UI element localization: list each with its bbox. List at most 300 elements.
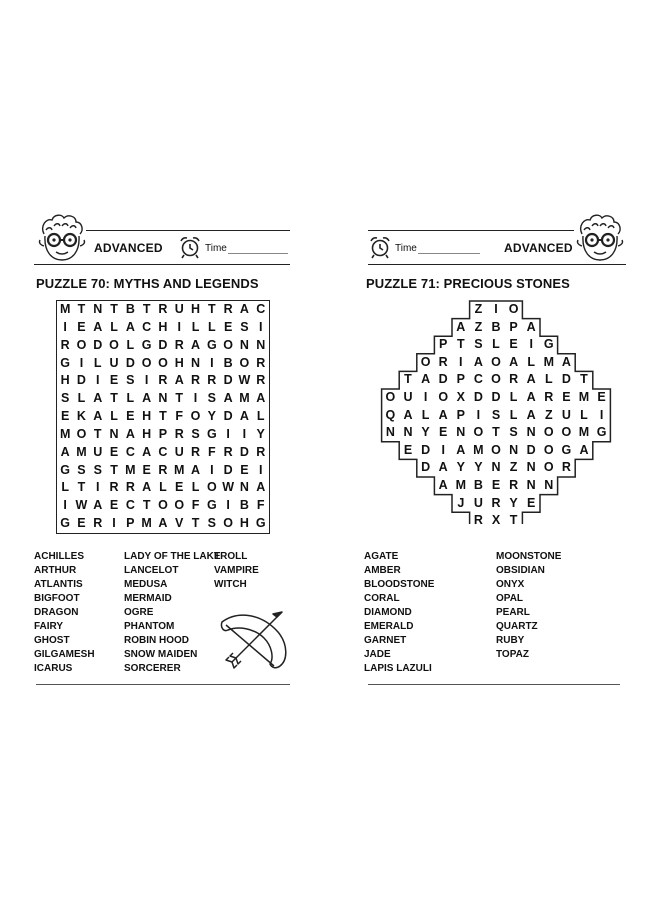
grid-letter[interactable]: N [93, 302, 103, 316]
grid-letter[interactable]: T [93, 426, 102, 441]
grid-letter[interactable]: T [492, 425, 500, 440]
grid-letter[interactable]: R [473, 513, 483, 528]
grid-letter[interactable]: A [438, 407, 448, 422]
grid-letter[interactable]: I [210, 355, 214, 370]
grid-letter[interactable]: B [473, 478, 483, 492]
grid-letter[interactable]: I [79, 355, 84, 370]
grid-letter[interactable]: L [256, 409, 265, 424]
grid-letter[interactable]: I [226, 498, 230, 513]
grid-letter[interactable]: T [142, 302, 151, 316]
grid-letter[interactable]: M [239, 391, 250, 406]
grid-letter[interactable]: S [207, 516, 216, 531]
grid-letter[interactable]: A [438, 460, 448, 475]
grid-letter[interactable]: U [93, 444, 103, 459]
grid-letter[interactable]: D [125, 355, 135, 370]
grid-letter[interactable]: E [527, 495, 536, 510]
grid-letter[interactable]: S [207, 391, 216, 406]
grid-letter[interactable]: O [438, 390, 449, 404]
grid-letter[interactable]: R [158, 302, 168, 316]
grid-letter[interactable]: A [526, 407, 536, 422]
grid-letter[interactable]: D [491, 390, 501, 404]
grid-letter[interactable]: O [543, 442, 554, 457]
grid-letter[interactable]: T [110, 302, 118, 316]
grid-letter[interactable]: B [239, 498, 249, 513]
word-list-column-3 [214, 550, 259, 592]
grid-letter[interactable]: I [258, 462, 263, 477]
grid-letter[interactable]: E [491, 478, 501, 492]
grid-letter[interactable]: R [256, 373, 266, 388]
grid-letter[interactable]: L [544, 372, 553, 387]
grid-letter[interactable]: D [561, 372, 571, 387]
grid-letter[interactable]: A [191, 462, 201, 477]
grid-letter[interactable]: T [142, 498, 151, 513]
grid-letter[interactable]: O [543, 460, 554, 475]
grid-letter[interactable]: T [404, 372, 412, 387]
footer-rule [36, 684, 290, 685]
grid-letter[interactable]: M [141, 516, 152, 531]
grid-letter[interactable]: U [561, 407, 571, 422]
grid-letter[interactable]: R [223, 302, 233, 316]
grid-letter[interactable]: S [240, 319, 249, 334]
grid-letter[interactable]: N [544, 478, 554, 492]
grid-letter[interactable]: W [238, 373, 251, 388]
grid-letter[interactable]: A [509, 354, 519, 369]
grid-letter[interactable]: A [438, 478, 448, 492]
grid-letter[interactable]: I [144, 373, 149, 388]
grid-letter[interactable]: C [125, 444, 135, 459]
grid-letter[interactable]: P [439, 337, 448, 352]
grid-letter[interactable]: D [438, 372, 448, 387]
grid-letter[interactable]: L [191, 319, 200, 334]
grid-letter[interactable]: A [125, 426, 135, 441]
puzzle-title: PUZZLE 70: MYTHS AND LEGENDS [36, 276, 259, 291]
grid-letter[interactable]: A [421, 372, 431, 387]
grid-letter[interactable]: I [63, 498, 67, 513]
grid-letter[interactable]: L [421, 407, 430, 422]
grid-letter[interactable]: Y [421, 425, 430, 440]
grid-letter[interactable]: N [526, 425, 536, 440]
grid-letter[interactable]: T [175, 391, 184, 406]
grid-letter[interactable]: S [474, 337, 483, 352]
grid-letter[interactable]: O [561, 425, 572, 440]
grid-letter[interactable]: P [456, 372, 465, 387]
grid-letter[interactable]: Y [456, 460, 465, 475]
grid-letter[interactable]: E [240, 462, 249, 477]
grid-letter[interactable]: N [509, 442, 519, 457]
grid-letter[interactable]: O [491, 442, 501, 457]
word-list-item: ONYX [496, 579, 525, 590]
grid-letter[interactable]: I [63, 319, 67, 334]
grid-letter[interactable]: E [509, 337, 518, 352]
grid-letter[interactable]: I [177, 319, 181, 334]
grid-letter[interactable]: A [191, 337, 201, 352]
grid-letter[interactable]: O [420, 354, 431, 369]
grid-letter[interactable]: N [526, 460, 536, 475]
grid-letter[interactable]: H [142, 409, 152, 424]
grid-letter[interactable]: B [223, 355, 233, 370]
grid-letter[interactable]: R [93, 516, 103, 531]
grid-letter[interactable]: E [109, 498, 119, 513]
grid-letter[interactable]: C [256, 302, 266, 316]
grid-letter[interactable]: M [125, 462, 136, 477]
grid-letter[interactable]: R [509, 372, 519, 387]
grid-letter[interactable]: I [210, 462, 214, 477]
grid-letter[interactable]: N [491, 460, 501, 475]
grid-letter[interactable]: C [142, 319, 152, 334]
grid-letter[interactable]: M [174, 462, 185, 477]
grid-letter[interactable]: J [457, 495, 465, 510]
grid-letter[interactable]: I [423, 390, 428, 404]
grid-letter[interactable]: T [191, 516, 200, 531]
grid-letter[interactable]: Z [544, 407, 553, 422]
grid-letter[interactable]: O [76, 337, 87, 352]
grid-letter[interactable]: L [208, 319, 216, 334]
word-list-item: DRAGON [34, 607, 79, 618]
grid-letter[interactable]: E [109, 444, 119, 459]
grid-letter[interactable]: D [223, 373, 233, 388]
grid-letter[interactable]: D [526, 442, 536, 457]
grid-letter[interactable]: A [239, 409, 249, 424]
grid-letter[interactable]: G [206, 337, 217, 352]
grid-letter[interactable]: A [223, 391, 233, 406]
grid-letter[interactable]: I [529, 337, 533, 352]
grid-letter[interactable]: A [142, 444, 152, 459]
grid-letter[interactable]: E [77, 516, 86, 531]
grid-letter[interactable]: R [191, 373, 201, 388]
grid-letter[interactable]: R [109, 480, 119, 495]
mascot-icon [572, 212, 628, 266]
grid-letter[interactable]: N [158, 391, 168, 406]
grid-letter[interactable]: C [158, 444, 168, 459]
grid-letter[interactable]: Y [509, 495, 518, 510]
grid-letter[interactable]: A [239, 302, 249, 316]
grid-letter[interactable]: P [158, 426, 168, 441]
grid-letter[interactable]: D [223, 409, 233, 424]
grid-letter[interactable]: O [158, 498, 168, 513]
word-list-item: DIAMOND [364, 607, 412, 618]
grid-letter[interactable]: G [561, 442, 572, 457]
grid-letter[interactable]: T [580, 372, 588, 387]
grid-letter[interactable]: A [60, 444, 70, 459]
grid-letter[interactable]: T [110, 462, 118, 477]
grid-letter[interactable]: A [526, 372, 536, 387]
grid-letter[interactable]: E [175, 480, 184, 495]
grid-letter[interactable]: F [256, 498, 265, 513]
grid-letter[interactable]: S [491, 407, 501, 422]
grid-letter[interactable]: T [77, 480, 86, 495]
grid-letter[interactable]: A [456, 319, 466, 334]
grid-letter[interactable]: E [403, 442, 413, 457]
grid-letter[interactable]: R [158, 373, 168, 388]
grid-letter[interactable]: H [142, 426, 152, 441]
grid-letter[interactable]: G [141, 337, 152, 352]
grid-letter[interactable]: G [543, 337, 554, 352]
grid-letter[interactable]: G [596, 425, 607, 440]
grid-letter[interactable]: K [76, 409, 86, 424]
grid-letter[interactable]: M [543, 354, 554, 369]
word-list-item: AMBER [364, 565, 401, 576]
grid-letter[interactable]: H [191, 302, 201, 316]
grid-letter[interactable]: E [60, 409, 70, 424]
grid-letter[interactable]: T [159, 409, 167, 424]
word-list-item: ATLANTIS [34, 579, 83, 590]
grid-letter[interactable]: U [174, 302, 184, 316]
grid-letter[interactable]: A [579, 442, 589, 457]
grid-letter[interactable]: G [60, 462, 71, 477]
grid-letter[interactable]: O [239, 355, 250, 370]
grid-letter[interactable]: R [60, 337, 70, 352]
grid-letter[interactable]: M [578, 390, 590, 404]
grid-letter[interactable]: I [96, 480, 100, 495]
grid-letter[interactable]: N [526, 478, 536, 492]
bow-and-arrow-icon [218, 606, 294, 672]
grid-letter[interactable]: A [142, 391, 152, 406]
grid-letter[interactable]: S [509, 425, 518, 440]
grid-letter[interactable]: A [526, 319, 536, 334]
grid-letter[interactable]: I [441, 442, 445, 457]
grid-letter[interactable]: N [385, 425, 395, 440]
grid-letter[interactable]: G [255, 516, 266, 531]
grid-letter[interactable]: F [208, 444, 216, 459]
grid-letter[interactable]: L [77, 391, 86, 406]
grid-letter[interactable]: M [59, 302, 71, 316]
grid-letter[interactable]: O [174, 498, 185, 513]
grid-letter[interactable]: H [158, 319, 168, 334]
grid-letter[interactable]: Z [474, 302, 483, 316]
grid-letter[interactable]: S [60, 391, 70, 406]
grid-letter[interactable]: G [206, 426, 217, 441]
grid-letter[interactable]: I [459, 354, 463, 369]
grid-letter[interactable]: P [456, 407, 465, 422]
grid-letter[interactable]: S [126, 373, 135, 388]
grid-letter[interactable]: A [526, 390, 536, 404]
grid-letter[interactable]: Y [256, 426, 265, 441]
grid-letter[interactable]: N [403, 425, 413, 440]
grid-letter[interactable]: A [93, 391, 103, 406]
grid-letter[interactable]: H [60, 373, 70, 388]
grid-letter[interactable]: X [491, 513, 501, 528]
grid-letter[interactable]: D [239, 444, 249, 459]
grid-letter[interactable]: T [110, 391, 118, 406]
grid-letter[interactable]: A [473, 354, 483, 369]
grid-letter[interactable]: R [125, 480, 135, 495]
grid-letter[interactable]: I [599, 407, 604, 422]
grid-letter[interactable]: A [93, 409, 103, 424]
grid-letter[interactable]: D [223, 462, 233, 477]
grid-letter[interactable]: O [223, 337, 233, 352]
grid-letter[interactable]: E [142, 462, 151, 477]
grid-letter[interactable]: X [456, 390, 465, 404]
grid-letter[interactable]: L [492, 337, 500, 352]
grid-letter[interactable]: R [207, 373, 217, 388]
grid-letter[interactable]: L [126, 337, 135, 352]
grid-letter[interactable]: W [75, 498, 88, 513]
grid-letter[interactable]: A [174, 373, 184, 388]
grid-letter[interactable]: Q [385, 407, 396, 422]
grid-letter[interactable]: L [159, 480, 167, 495]
grid-letter[interactable]: L [110, 409, 118, 424]
grid-letter[interactable]: U [174, 444, 184, 459]
grid-letter[interactable]: A [561, 354, 571, 369]
grid-letter[interactable]: M [59, 426, 71, 441]
grid-letter[interactable]: O [190, 409, 201, 424]
grid-letter[interactable]: O [141, 355, 152, 370]
grid-letter[interactable]: T [456, 337, 465, 352]
grid-letter[interactable]: L [93, 355, 102, 370]
grid-letter[interactable]: N [239, 480, 249, 495]
grid-letter[interactable]: N [191, 355, 201, 370]
grid-letter[interactable]: G [206, 498, 217, 513]
grid-letter[interactable]: O [543, 425, 554, 440]
grid-letter[interactable]: R [561, 460, 571, 475]
grid-letter[interactable]: A [125, 319, 135, 334]
word-list-item: GILGAMESH [34, 649, 95, 660]
grid-letter[interactable]: Z [474, 319, 483, 334]
level-label: ADVANCED [504, 241, 573, 255]
grid-letter[interactable]: R [191, 444, 201, 459]
grid-letter[interactable]: Z [509, 460, 518, 475]
grid-letter[interactable]: D [421, 442, 431, 457]
grid-letter[interactable]: R [509, 478, 519, 492]
grid-letter[interactable]: O [206, 480, 217, 495]
grid-letter[interactable]: R [223, 444, 233, 459]
grid-letter[interactable]: L [110, 319, 118, 334]
grid-letter[interactable]: L [580, 407, 588, 422]
grid-letter[interactable]: O [491, 354, 501, 369]
grid-letter[interactable]: L [126, 391, 135, 406]
grid-letter[interactable]: F [191, 498, 200, 513]
grid-letter[interactable]: I [476, 407, 481, 422]
grid-letter[interactable]: R [544, 390, 554, 404]
grid-letter[interactable]: E [439, 425, 448, 440]
grid-letter[interactable]: B [491, 319, 501, 334]
grid-letter[interactable]: G [60, 516, 71, 531]
grid-letter[interactable]: L [509, 390, 518, 404]
grid-letter[interactable]: T [77, 302, 86, 316]
grid-letter[interactable]: W [222, 480, 235, 495]
grid-letter[interactable]: A [256, 480, 266, 495]
grid-letter[interactable]: N [239, 337, 249, 352]
grid-letter[interactable]: C [473, 372, 483, 387]
grid-letter[interactable]: A [456, 442, 466, 457]
grid-letter[interactable]: Y [474, 460, 483, 475]
grid-letter[interactable]: U [109, 355, 119, 370]
grid-letter[interactable]: R [256, 444, 266, 459]
grid-letter[interactable]: A [142, 480, 152, 495]
grid-letter[interactable]: L [509, 407, 518, 422]
grid-letter[interactable]: R [174, 337, 184, 352]
grid-letter[interactable]: Y [207, 409, 216, 424]
grid-letter[interactable]: I [494, 302, 498, 316]
grid-letter[interactable]: S [77, 462, 86, 477]
word-list-item: MOONSTONE [496, 551, 562, 562]
grid-letter[interactable]: T [208, 302, 216, 316]
grid-letter[interactable]: D [93, 337, 103, 352]
word-list-item: LADY OF THE LAKE [124, 551, 221, 562]
grid-letter[interactable]: R [438, 354, 448, 369]
grid-letter[interactable]: U [473, 495, 483, 510]
grid-letter[interactable]: O [385, 390, 396, 404]
grid-letter[interactable]: D [158, 337, 168, 352]
grid-letter[interactable]: L [191, 480, 200, 495]
grid-letter[interactable]: N [109, 426, 119, 441]
grid-letter[interactable]: O [223, 516, 233, 531]
word-list-item: VAMPIRE [214, 565, 259, 576]
grid-letter[interactable]: E [597, 390, 606, 404]
grid-letter[interactable]: M [76, 444, 87, 459]
word-list-item: OPAL [496, 593, 524, 604]
grid-letter[interactable]: O [76, 426, 87, 441]
grid-letter[interactable]: I [226, 426, 230, 441]
grid-letter[interactable]: E [109, 373, 119, 388]
grid-letter[interactable]: G [60, 355, 71, 370]
grid-letter[interactable]: A [256, 391, 266, 406]
grid-letter[interactable]: H [174, 355, 184, 370]
grid-letter[interactable]: A [403, 407, 413, 422]
grid-letter[interactable]: A [93, 498, 103, 513]
grid-letter[interactable]: A [158, 516, 168, 531]
word-list-item: WITCH [214, 579, 247, 590]
grid-letter[interactable]: T [509, 513, 518, 528]
grid-letter[interactable]: M [473, 442, 484, 457]
grid-letter[interactable]: S [93, 462, 102, 477]
grid-letter[interactable]: C [125, 498, 135, 513]
grid-letter[interactable]: D [473, 390, 483, 404]
grid-letter[interactable]: D [76, 373, 86, 388]
grid-letter[interactable]: E [77, 319, 86, 334]
grid-letter[interactable]: A [93, 319, 103, 334]
grid-letter[interactable]: E [126, 409, 135, 424]
grid-letter[interactable]: I [112, 516, 116, 531]
grid-letter[interactable]: V [175, 516, 184, 531]
grid-letter[interactable]: N [256, 337, 266, 352]
grid-letter[interactable]: B [125, 302, 135, 316]
grid-letter[interactable]: I [242, 426, 247, 441]
grid-letter[interactable]: I [96, 373, 100, 388]
grid-letter[interactable]: R [158, 462, 168, 477]
grid-letter[interactable]: O [158, 355, 168, 370]
grid-letter[interactable]: R [256, 355, 266, 370]
grid-letter[interactable]: S [191, 426, 200, 441]
grid-letter[interactable]: U [403, 390, 413, 404]
grid-letter[interactable]: F [175, 409, 184, 424]
grid-letter[interactable]: I [258, 319, 263, 334]
grid-letter[interactable]: P [509, 319, 518, 334]
grid-letter[interactable]: H [239, 516, 249, 531]
grid-letter[interactable]: E [223, 319, 233, 334]
grid-letter[interactable]: M [455, 478, 466, 492]
grid-letter[interactable]: L [527, 354, 535, 369]
word-list-item: ROBIN HOOD [124, 635, 189, 646]
grid-letter[interactable]: M [578, 425, 590, 440]
grid-letter[interactable]: O [473, 425, 484, 440]
word-list-item: TOPAZ [496, 649, 529, 660]
grid-letter[interactable]: R [491, 495, 501, 510]
grid-letter[interactable]: E [562, 390, 571, 404]
grid-letter[interactable]: D [421, 460, 431, 475]
word-list-item: SORCERER [124, 663, 181, 674]
grid-letter[interactable]: P [126, 516, 135, 531]
grid-letter[interactable]: O [491, 372, 501, 387]
word-list-item: BIGFOOT [34, 593, 80, 604]
grid-letter[interactable]: N [456, 425, 466, 440]
grid-letter[interactable]: R [174, 426, 184, 441]
grid-letter[interactable]: O [109, 337, 119, 352]
grid-letter[interactable]: L [61, 480, 69, 495]
word-list-item: ACHILLES [34, 551, 84, 562]
grid-letter[interactable]: I [193, 391, 198, 406]
grid-letter[interactable]: O [508, 302, 519, 316]
